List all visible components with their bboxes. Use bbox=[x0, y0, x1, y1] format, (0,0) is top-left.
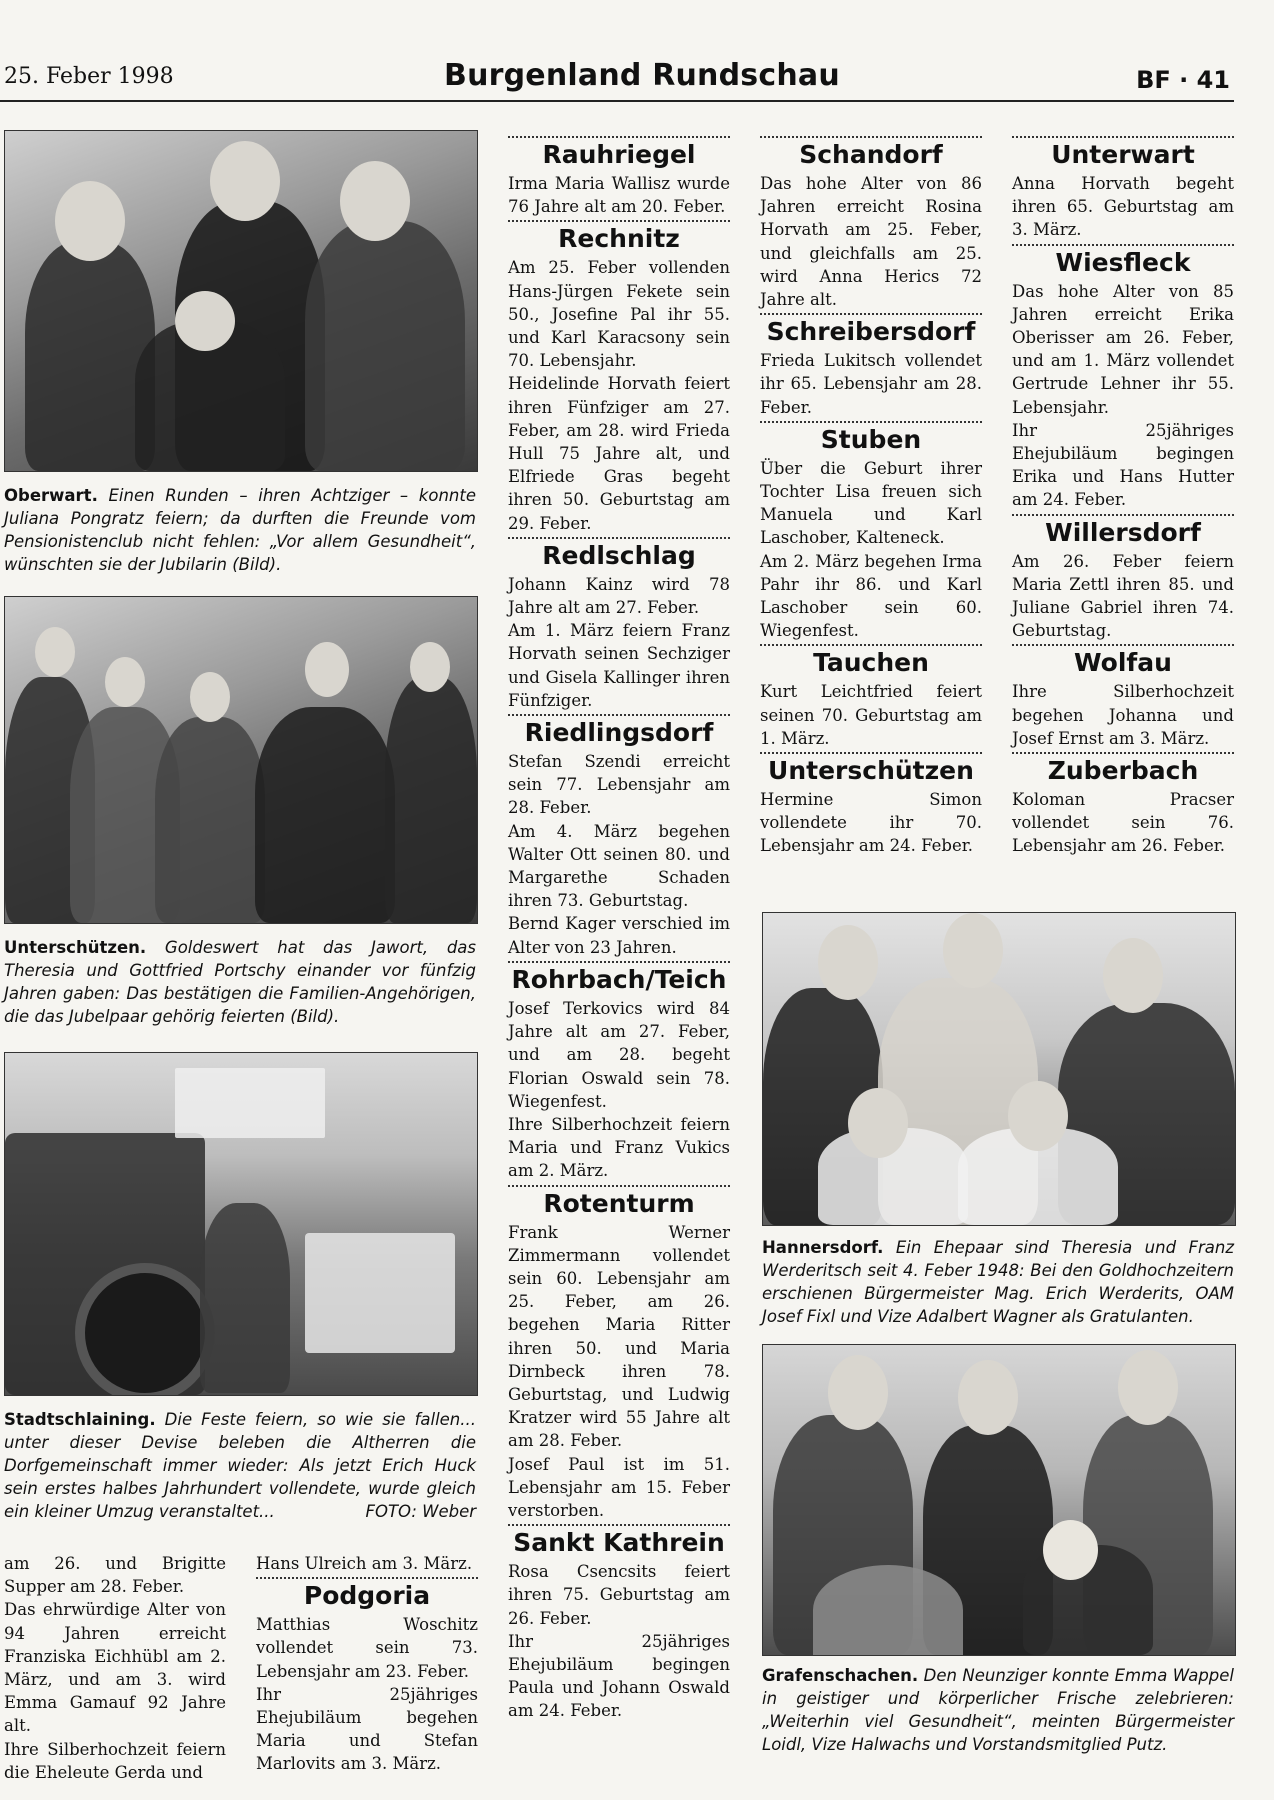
text-column-3 bbox=[1012, 134, 1234, 858]
caption-stadtschlaining bbox=[4, 1408, 476, 1523]
caption-place: Stadtschlaining. bbox=[4, 1410, 156, 1429]
photo-grafenschachen bbox=[762, 1344, 1236, 1656]
caption-text: Einen Runden – ihren Achtziger – konnte Juliana Pongratz feiern; da durften die Freunde vom Pensionistenclub nicht fehlen: „Vor allem Gesundheit“, wünschten sie der Jubilarin (Bild). bbox=[4, 486, 476, 574]
paragraph: Frieda Lukitsch vollendet ihr 65. Lebensjahr am 28. Feber. bbox=[760, 351, 982, 417]
caption-text: Ein Ehepaar sind Theresia und Franz Werderitsch seit 4. Feber 1948: Bei den Goldhochzeitern erschienen Bürgermeister Mag. Erich Werderits, OAM Josef Fixl und Vize Adalbert Wagner als Gratulanten. bbox=[762, 1238, 1235, 1326]
paragraph: Stefan Szendi erreicht sein 77. Lebensjahr am 28. Feber. bbox=[508, 752, 730, 818]
paragraph: Ihr 25jähriges Ehejubiläum begehen Maria und Stefan Marlovits am 3. März. bbox=[256, 1684, 478, 1774]
place-heading-stuben: Stuben bbox=[820, 424, 922, 454]
text-column-1 bbox=[508, 134, 730, 1723]
caption-place: Oberwart. bbox=[4, 486, 98, 505]
photo-hannersdorf bbox=[762, 912, 1236, 1226]
place-heading-sankt-kathrein: Sankt Kathrein bbox=[513, 1528, 725, 1558]
caption-oberwart bbox=[4, 484, 476, 576]
paragraph: Das hohe Alter von 86 Jahren erreicht Rosina Horvath am 25. Feber, und gleichfalls am 25. wird Anna Herics 72 Jahre alt. bbox=[760, 174, 982, 310]
bottom-left-col2 bbox=[256, 1552, 478, 1776]
paragraph: Am 2. März begehen Irma Pahr ihr 86. und Karl Laschober sein 60. Wiegenfest. bbox=[760, 551, 982, 641]
paragraph: Rosa Csencsits feiert ihren 75. Geburtstag am 26. Feber. bbox=[508, 1562, 730, 1628]
place-heading-riedlingsdorf: Riedlingsdorf bbox=[524, 718, 714, 748]
place-heading-wolfau: Wolfau bbox=[1074, 648, 1172, 678]
dotted-divider bbox=[760, 421, 982, 423]
dotted-divider bbox=[508, 1524, 730, 1526]
place-heading: Podgoria bbox=[303, 1581, 431, 1611]
paragraph: Am 1. März feiern Franz Horvath seinen Sechziger und Gisela Kallinger ihren Fünfziger. bbox=[508, 621, 730, 710]
bottom-left-col1 bbox=[4, 1552, 226, 1784]
page-number: BF · 41 bbox=[1136, 66, 1230, 94]
paragraph: Das ehrwürdige Alter von 94 Jahren erreicht Franziska Eichhübl am 2. März, und am 3. wird Emma Gamauf 92 Jahre alt. bbox=[4, 1600, 226, 1736]
photo-stadtschlaining bbox=[4, 1052, 478, 1396]
paragraph: Frank Werner Zimmermann vollendet sein 60. Lebensjahr am 25. Feber, am 26. begehen Maria Ritter ihren 50. und Maria Dirnbeck ihren 78. Geburtstag, und Ludwig Kratzer wird 55 Jahre alt am 28. Feber. bbox=[508, 1222, 730, 1451]
paragraph: Ihre Silberhochzeit begehen Johanna und Josef Ernst am 3. März. bbox=[1012, 682, 1234, 748]
caption-grafenschachen bbox=[762, 1664, 1234, 1756]
paragraph: Heidelinde Horvath feiert ihren Fünfziger am 27. Feber, am 28. wird Frieda Hull 75 Jahre alt, und Elfriede Gras begeht ihren 50. Geburtstag am 29. Feber. bbox=[508, 374, 730, 533]
paragraph: Ihre Silberhochzeit feiern Maria und Franz Vukics am 2. März. bbox=[508, 1114, 730, 1181]
dotted-divider bbox=[1012, 514, 1234, 516]
dotted-divider bbox=[508, 1185, 730, 1187]
photo-unterschuetzen bbox=[4, 596, 478, 924]
paragraph: am 26. und Brigitte Supper am 28. Feber. bbox=[4, 1554, 226, 1597]
paragraph: Am 25. Feber vollenden Hans-Jürgen Fekete sein 50., Josefine Pal ihr 55. und Karl Karacsony sein 70. Lebensjahr. bbox=[508, 258, 730, 371]
paragraph: Matthias Woschitz vollendet sein 73. Lebensjahr am 23. Feber. bbox=[256, 1615, 478, 1681]
caption-hannersdorf bbox=[762, 1236, 1234, 1328]
paragraph: Koloman Pracser vollendet sein 76. Lebensjahr am 26. Feber. bbox=[1012, 790, 1234, 856]
caption-place: Grafenschachen. bbox=[762, 1666, 919, 1685]
dotted-divider bbox=[508, 961, 730, 963]
place-heading-schreibersdorf: Schreibersdorf bbox=[766, 317, 976, 347]
paragraph: Johann Kainz wird 78 Jahre alt am 27. Feber. bbox=[508, 574, 730, 618]
photo-oberwart bbox=[4, 130, 478, 472]
place-heading-rotenturm: Rotenturm bbox=[543, 1188, 695, 1218]
paragraph: Über die Geburt ihrer Tochter Lisa freuen sich Manuela und Karl Laschober, Kalteneck. bbox=[760, 458, 982, 548]
paragraph: Ihre Silberhochzeit feiern die Eheleute Gerda und bbox=[4, 1739, 226, 1782]
place-heading-rauhriegel: Rauhriegel bbox=[542, 140, 696, 169]
paragraph: Hermine Simon vollendete ihr 70. Lebensjahr am 24. Feber. bbox=[760, 790, 982, 856]
caption-place: Unterschützen. bbox=[4, 938, 147, 957]
paragraph: Josef Terkovics wird 84 Jahre alt am 27. Feber, und am 28. begeht Florian Oswald sein 78. Wiegenfest. bbox=[508, 998, 730, 1111]
paragraph: Hans Ulreich am 3. März. bbox=[256, 1554, 473, 1573]
caption-place: Hannersdorf. bbox=[762, 1238, 884, 1257]
dotted-divider bbox=[256, 1577, 478, 1579]
place-heading-unterwart: Unterwart bbox=[1051, 140, 1195, 169]
dotted-divider bbox=[760, 136, 982, 138]
paragraph: Josef Paul ist im 51. Lebensjahr am 15. Feber verstorben. bbox=[508, 1454, 730, 1520]
dotted-divider bbox=[1012, 136, 1234, 138]
dotted-divider bbox=[1012, 244, 1234, 246]
dotted-divider bbox=[760, 752, 982, 754]
place-heading-unterschuetzen: Unterschützen bbox=[768, 756, 974, 786]
dotted-divider bbox=[508, 220, 730, 222]
dotted-divider bbox=[508, 714, 730, 716]
paragraph: Das hohe Alter von 85 Jahren erreicht Erika Oberisser am 26. Feber, und am 1. März vollendet Gertrude Lehner ihr 55. Lebensjahr. bbox=[1012, 281, 1234, 417]
paragraph: Ihr 25jähriges Ehejubiläum begingen Erika und Hans Hutter am 24. Feber. bbox=[1012, 420, 1234, 510]
paragraph: Ihr 25jähriges Ehejubiläum begingen Paula und Johann Oswald am 24. Feber. bbox=[508, 1631, 730, 1721]
caption-unterschuetzen bbox=[4, 936, 476, 1028]
caption-text: Goldeswert hat das Jawort, das Theresia und Gottfried Portschy einander vor fünfzig Jahren gaben: Das bestätigen die Familien-Angehörigen, die das Jubelpaar gehörig feierten (Bild). bbox=[4, 938, 477, 1026]
dotted-divider bbox=[1012, 644, 1234, 646]
dotted-divider bbox=[760, 644, 982, 646]
paragraph: Am 4. März begehen Walter Ott seinen 80. und Margarethe Schaden ihren 73. Geburtstag. bbox=[508, 821, 730, 911]
place-heading-tauchen: Tauchen bbox=[813, 648, 929, 678]
caption-text: Die Feste feiern, so wie sie fallen... unter dieser Devise beleben die Altherren die Dorfgemeinschaft immer wieder: Als jetzt Erich Huck sein erstes halbes Jahrhundert vollendete, wurde gleich ein kleiner Umzug veranstaltet... bbox=[4, 1410, 476, 1521]
caption-text: Den Neunziger konnte Emma Wappel in geistiger und körperlicher Frische zelebrieren: „Weiterhin viel Gesundheit“, meinten Bürgermeister Loidl, Vize Halwachs und Vorstandsmitglied Putz. bbox=[762, 1666, 1234, 1754]
place-heading-wiesfleck: Wiesfleck bbox=[1055, 247, 1191, 277]
newspaper-title: Burgenland Rundschau bbox=[444, 58, 840, 93]
place-heading-rechnitz: Rechnitz bbox=[558, 224, 680, 254]
place-heading-schandorf: Schandorf bbox=[799, 140, 943, 169]
place-heading-zuberbach: Zuberbach bbox=[1047, 756, 1199, 786]
place-heading-redlschlag: Redlschlag bbox=[542, 540, 696, 570]
text-column-2 bbox=[760, 134, 982, 858]
dotted-divider bbox=[1012, 752, 1234, 754]
paragraph: Anna Horvath begeht ihren 65. Geburtstag am 3. März. bbox=[1012, 174, 1234, 240]
issue-date: 25. Feber 1998 bbox=[4, 64, 174, 89]
dotted-divider bbox=[760, 313, 982, 315]
paragraph: Kurt Leichtfried feiert seinen 70. Geburtstag am 1. März. bbox=[760, 682, 982, 748]
paragraph: Irma Maria Wallisz wurde 76 Jahre alt am 20. Feber. bbox=[508, 174, 730, 217]
header-rule bbox=[0, 100, 1234, 102]
place-heading-rohrbach-teich: Rohrbach/Teich bbox=[511, 964, 727, 994]
dotted-divider bbox=[508, 537, 730, 539]
paragraph: Bernd Kager verschied im Alter von 23 Jahren. bbox=[508, 914, 730, 957]
dotted-divider bbox=[508, 136, 730, 138]
place-heading-willersdorf: Willersdorf bbox=[1045, 517, 1201, 547]
paragraph: Am 26. Feber feiern Maria Zettl ihren 85. und Juliane Gabriel ihren 74. Geburtstag. bbox=[1012, 551, 1234, 641]
photo-credit: FOTO: Weber bbox=[365, 1502, 476, 1521]
